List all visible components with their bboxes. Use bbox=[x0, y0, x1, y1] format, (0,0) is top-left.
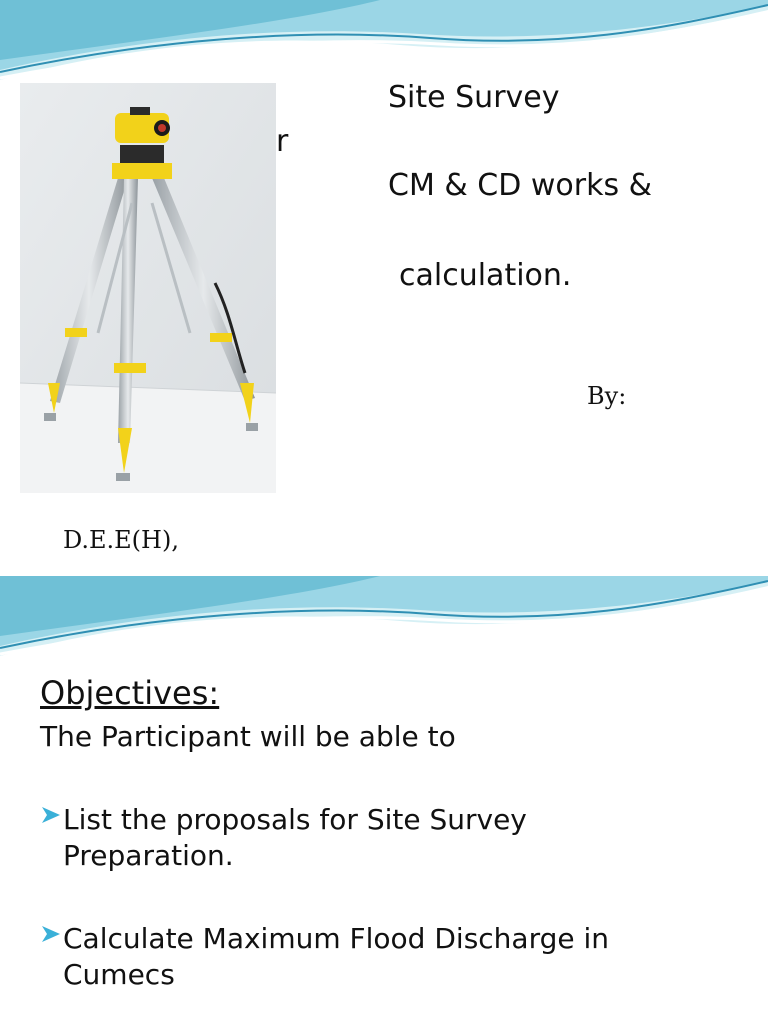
objectives-heading: Objectives: bbox=[40, 674, 220, 712]
objectives-intro: The Participant will be able to bbox=[40, 720, 456, 753]
title-line-2: CM & CD works & bbox=[388, 168, 653, 203]
list-item bbox=[40, 802, 740, 874]
wave-header-graphic bbox=[0, 0, 768, 90]
bullet-arrow-icon bbox=[40, 923, 62, 945]
bullet-line-1: List the proposals for Site Survey bbox=[63, 803, 527, 836]
by-label: By: bbox=[587, 382, 627, 410]
title-line-3: calculation. bbox=[399, 258, 572, 293]
title-line-1: Site Survey bbox=[388, 80, 560, 115]
bullet-line-2: Cumecs bbox=[63, 958, 175, 991]
bullet-arrow-icon bbox=[40, 804, 62, 826]
bullet-line-1: Calculate Maximum Flood Discharge in bbox=[63, 922, 610, 955]
author-designation: D.E.E(H), bbox=[63, 526, 179, 554]
bullet-line-2: Preparation. bbox=[63, 839, 234, 872]
wave-header-graphic bbox=[0, 576, 768, 666]
objectives-slide bbox=[0, 576, 768, 1024]
survey-tripod-image bbox=[20, 83, 276, 493]
list-item bbox=[40, 921, 740, 993]
title-fragment: r bbox=[276, 124, 289, 159]
